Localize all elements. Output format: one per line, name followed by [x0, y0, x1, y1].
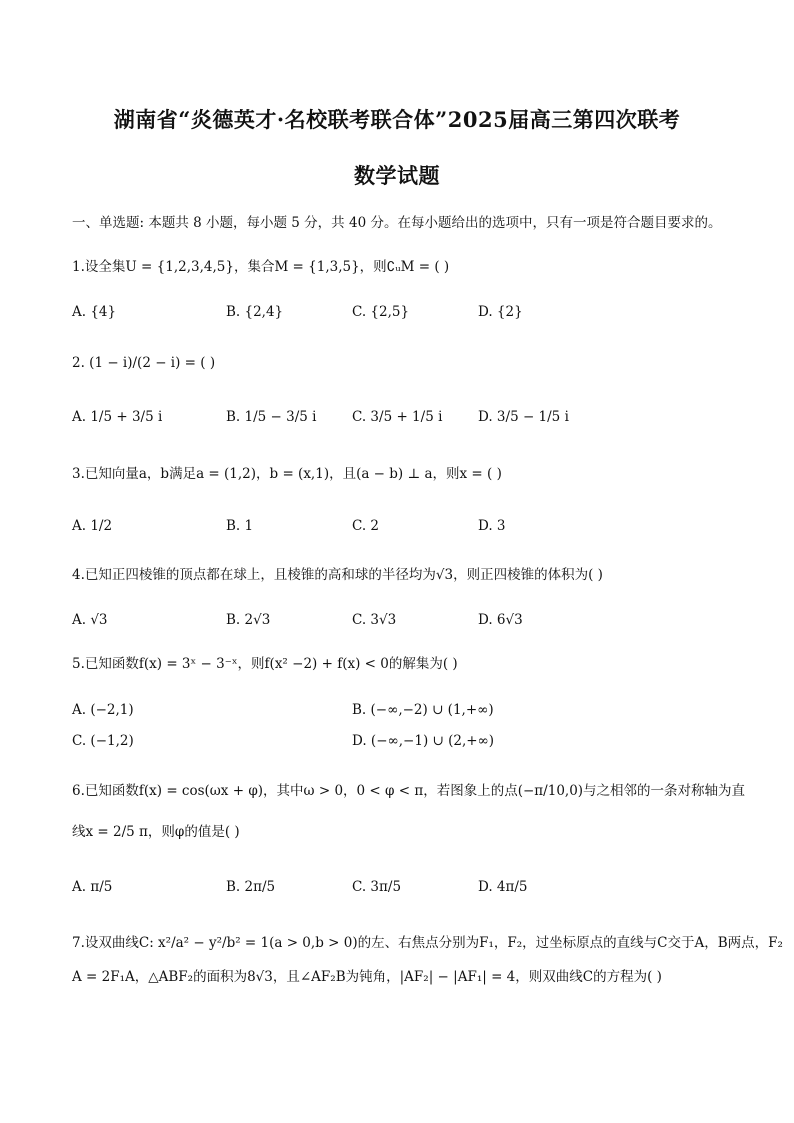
question-3-stem: 3.已知向量a，b满足a = (1,2)，b = (x,1)，且(a − b) ⊥ a，则x = ( ): [72, 466, 502, 482]
q4-option-a: A. √3: [72, 612, 108, 628]
q1-option-b: B. {2,4}: [226, 304, 284, 320]
question-4-stem: 4.已知正四棱锥的顶点都在球上，且棱锥的高和球的半径均为√3，则正四棱锥的体积为( ): [72, 567, 603, 583]
question-7-stem-cont: A = 2F₁A，△ABF₂的面积为8√3，且∠AF₂B为钝角，|AF₂| − |AF₁| = 4，则双曲线C的方程为( ): [72, 969, 662, 985]
q1-option-a: A. {4}: [72, 304, 117, 320]
q2-option-a: A. 1/5 + 3/5 i: [72, 409, 163, 425]
question-6-stem-cont: 线x = 2/5 π，则φ的值是( ): [72, 824, 240, 840]
question-7-stem: 7.设双曲线C: x²/a² − y²/b² = 1(a > 0,b > 0)的左、右焦点分别为F₁，F₂，过坐标原点的直线与C交于A，B两点，F₂: [72, 935, 783, 951]
q6-option-b: B. 2π/5: [226, 879, 276, 895]
exam-subtitle: 数学试题: [354, 163, 440, 188]
q6-option-a: A. π/5: [72, 879, 113, 895]
q4-option-d: D. 6√3: [478, 612, 523, 628]
q6-option-c: C. 3π/5: [352, 879, 402, 895]
q5-option-a: A. (−2,1): [72, 702, 134, 718]
section-heading: 一、单选题: 本题共 8 小题，每小题 5 分，共 40 分。在每小题给出的选项中，只有一项是符合题目要求的。: [72, 215, 722, 231]
q5-option-c: C. (−1,2): [72, 733, 134, 749]
q1-option-d: D. {2}: [478, 304, 523, 320]
question-5-stem: 5.已知函数f(x) = 3ˣ − 3⁻ˣ，则f(x² −2) + f(x) < 0的解集为( ): [72, 656, 458, 672]
q2-option-d: D. 3/5 − 1/5 i: [478, 409, 569, 425]
exam-title: 湖南省“炎德英才·名校联考联合体”2025届高三第四次联考: [113, 107, 681, 132]
question-6-stem: 6.已知函数f(x) = cos(ωx + φ)，其中ω > 0，0 < φ < π，若图象上的点(−π/10,0)与之相邻的一条对称轴为直: [72, 783, 746, 799]
q3-option-b: B. 1: [226, 518, 254, 534]
q1-option-c: C. {2,5}: [352, 304, 410, 320]
q5-option-b: B. (−∞,−2) ∪ (1,+∞): [352, 702, 494, 718]
q5-option-d: D. (−∞,−1) ∪ (2,+∞): [352, 733, 495, 749]
q2-option-c: C. 3/5 + 1/5 i: [352, 409, 443, 425]
q4-option-c: C. 3√3: [352, 612, 397, 628]
q2-option-b: B. 1/5 − 3/5 i: [226, 409, 317, 425]
question-2-stem: 2. (1 − i)/(2 − i) = ( ): [72, 355, 216, 371]
q4-option-b: B. 2√3: [226, 612, 271, 628]
q6-option-d: D. 4π/5: [478, 879, 528, 895]
question-1-stem: 1.设全集U = {1,2,3,4,5}，集合M = {1,3,5}，则∁ᵤM = ( ): [72, 259, 450, 275]
q3-option-a: A. 1/2: [72, 518, 113, 534]
q3-option-d: D. 3: [478, 518, 506, 534]
q3-option-c: C. 2: [352, 518, 380, 534]
